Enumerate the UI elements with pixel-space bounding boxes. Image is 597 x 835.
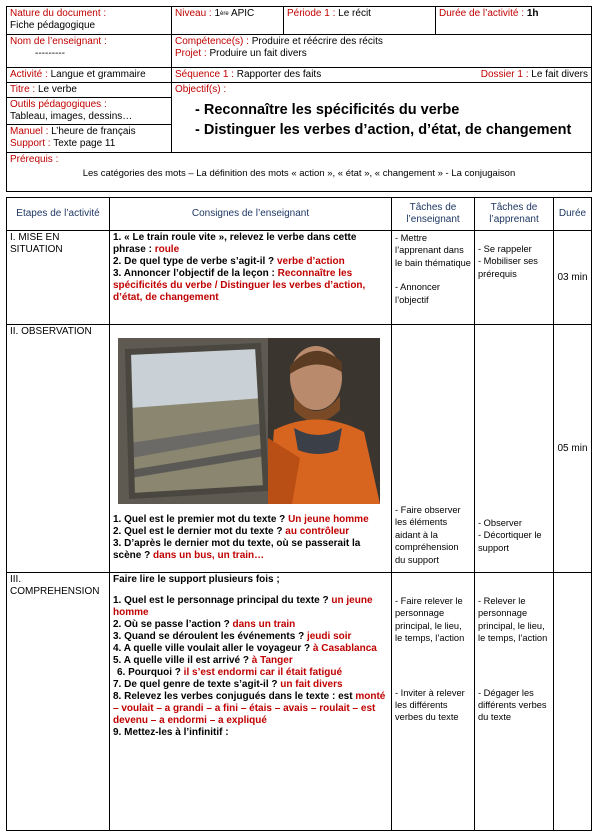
consignes-comprehension [110,573,392,831]
duree-observation: 05 min [554,325,592,573]
row-mise-en-situation [7,231,592,325]
mise-ens2: - Annoncer l’objectif [395,282,440,305]
row-observation [7,325,592,573]
comp-a1: un jeune homme [113,595,373,618]
comp-a4: à Casablanca [312,643,377,654]
enseignant-cell [7,35,172,68]
comp-q5: 5. A quelle ville il est arrivé ? [113,655,249,666]
competence-label: Compétence(s) : [175,36,249,47]
projet-label: Projet : [175,48,207,59]
obs-a3: dans un bus, un train… [153,550,265,561]
comp-app1: - Relever le personnage principal, le lieu, le temps, l’action [478,596,548,644]
obs-q1: 1. Quel est le premier mot du texte ? [113,514,286,525]
obs-app2: - Décortiquer le support [478,530,542,553]
sequence-label: Séquence 1 : [175,69,234,80]
objectifs-label: Objectif(s) : [175,84,227,95]
mise-q2: 2. De quel type de verbe s’agit-il ? [113,256,275,267]
app-observation [475,325,554,573]
duree-comprehension [554,573,592,831]
obs-a1: Un jeune homme [288,514,369,525]
comp-q8: 8. Relevez les verbes conjugués dans le texte : est [113,691,353,702]
sequence-value: Rapporter des faits [236,69,322,80]
nature-value: Fiche pédagogique [10,20,96,31]
obs-a2: au contrôleur [285,526,350,537]
mise-app1: - Se rappeler [478,244,532,254]
comp-a8: monté – voulait – a grandi – a fini – étais – avais – roulait – est devenu – a endormi – a expliqué [113,691,386,726]
mise-q1: 1. « Le train roule vite », relevez le verbe dans cette phrase : [113,232,357,255]
ens-comprehension [392,573,475,831]
app-mise [475,231,554,325]
periode-label: Période 1 : [287,8,336,19]
duree-value: 1h [526,8,539,19]
enseignant-value: --------- [35,48,65,59]
mise-a1: roule [154,244,180,255]
titre-value: Le verbe [37,84,77,95]
obs-q3: 3. D’après le dernier mot du texte, où se passerait la scène ? [113,538,361,561]
comp-q3: 3. Quand se déroulent les événements ? [113,631,305,642]
comp-a3: jeudi soir [306,631,352,642]
comp-q4: 4. A quelle ville voulait aller le voyageur ? [113,643,311,654]
outils-value: Tableau, images, dessins… [10,111,133,122]
comp-ens2: - Inviter à relever les différents verbes du texte [395,687,465,723]
dossier-label: Dossier 1 : [480,69,529,80]
comp-q7: 7. De quel genre de texte s’agit-il ? [113,679,278,690]
sequence-cell [172,68,592,83]
col-taches-apprenant: Tâches de l’apprenant [475,198,554,231]
consignes-mise [110,231,392,325]
projet-value: Produire un fait divers [209,48,307,59]
prerequis-cell [7,153,592,192]
manuel-cell [7,125,172,153]
row-comprehension [7,573,592,831]
activite-label: Activité : [10,69,48,80]
col-etapes: Etapes de l’activité [7,198,110,231]
mise-a3: Reconnaître les spécificités du verbe / Distinguer les verbes d’action, d’état, de changement [113,268,366,303]
outils-label: Outils pédagogiques : [10,99,107,110]
nature-cell [7,7,172,35]
duree-cell [436,7,592,35]
comp-intro: Faire lire le support plusieurs fois ; [113,574,280,585]
train-photo [118,338,380,504]
col-duree: Durée [554,198,592,231]
comp-q6: 6. Pourquoi ? [117,667,181,678]
etape-mise: I. MISE EN SITUATION [7,231,110,325]
competence-cell [172,35,592,68]
comp-q1: 1. Quel est le personnage principal du texte ? [113,595,329,606]
comp-ens1: - Faire relever le personnage principal, le lieu, le temps, l’action [395,596,465,644]
ens-observation [392,325,475,573]
niveau-num: 1 [214,8,221,19]
enseignant-label: Nom de l’enseignant : [10,36,107,47]
col-consignes: Consignes de l’enseignant [110,198,392,231]
support-label: Support : [10,138,51,149]
activite-cell [7,68,172,83]
obs-app1: - Observer [478,517,522,528]
objectif-2: - Distinguer les verbes d’action, d’état, de changement [195,122,572,138]
comp-q9: 9. Mettez-les à l’infinitif : [113,727,229,738]
prerequis-label: Prérequis : [10,154,59,165]
consignes-observation [110,325,392,573]
obs-ens: - Faire observer les éléments aidant à la compréhension du support [395,504,461,565]
periode-cell [284,7,436,35]
header-table [6,6,592,192]
niveau-value: APIC [230,8,255,19]
prerequis-value: Les catégories des mots – La définition des mots « action », « état », « changement » - La conjugaison [82,168,516,179]
manuel-value: L’heure de français [51,126,136,137]
mise-ens1: - Mettre l’apprenant dans le bain thématique [395,233,471,268]
lesson-table [6,197,592,831]
duree-mise: 03 min [554,231,592,325]
nature-label: Nature du document : [10,8,107,19]
etape-observation: II. OBSERVATION [7,325,110,573]
mise-a2: verbe d’action [276,256,345,267]
niveau-label: Niveau : [175,8,212,19]
outils-cell [7,98,172,125]
col-taches-enseignant: Tâches de l’enseignant [392,198,475,231]
comp-a6: il s’est endormi car il était fatigué [183,667,343,678]
manuel-label: Manuel : [10,126,49,137]
objectifs-cell [172,83,592,153]
mise-app2: - Mobiliser ses prérequis [478,256,538,279]
comp-a2: dans un train [232,619,296,630]
comp-app2: - Dégager les différents verbes du texte [478,687,547,723]
periode-value: Le récit [338,8,371,19]
comp-a7: un fait divers [280,679,343,690]
ens-mise [392,231,475,325]
etape-comprehension: III. COMPREHENSION [7,573,110,831]
mise-q3: 3. Annoncer l’objectif de la leçon : [113,268,275,279]
objectif-1: - Reconnaître les spécificités du verbe [195,102,460,118]
obs-q2: 2. Quel est le dernier mot du texte ? [113,526,283,537]
dossier-value: Le fait divers [531,69,588,80]
niveau-sup: ère [220,11,229,17]
titre-label: Titre : [10,84,36,95]
titre-cell [7,83,172,98]
niveau-cell [172,7,284,35]
comp-a5: à Tanger [251,655,293,666]
comp-q2: 2. Où se passe l’action ? [113,619,230,630]
competence-value: Produire et réécrire des récits [251,36,383,47]
support-value: Texte page 11 [53,138,116,149]
lesson-sheet [6,6,591,830]
app-comprehension [475,573,554,831]
activite-value: Langue et grammaire [50,69,146,80]
duree-label: Durée de l’activité : [439,8,525,19]
